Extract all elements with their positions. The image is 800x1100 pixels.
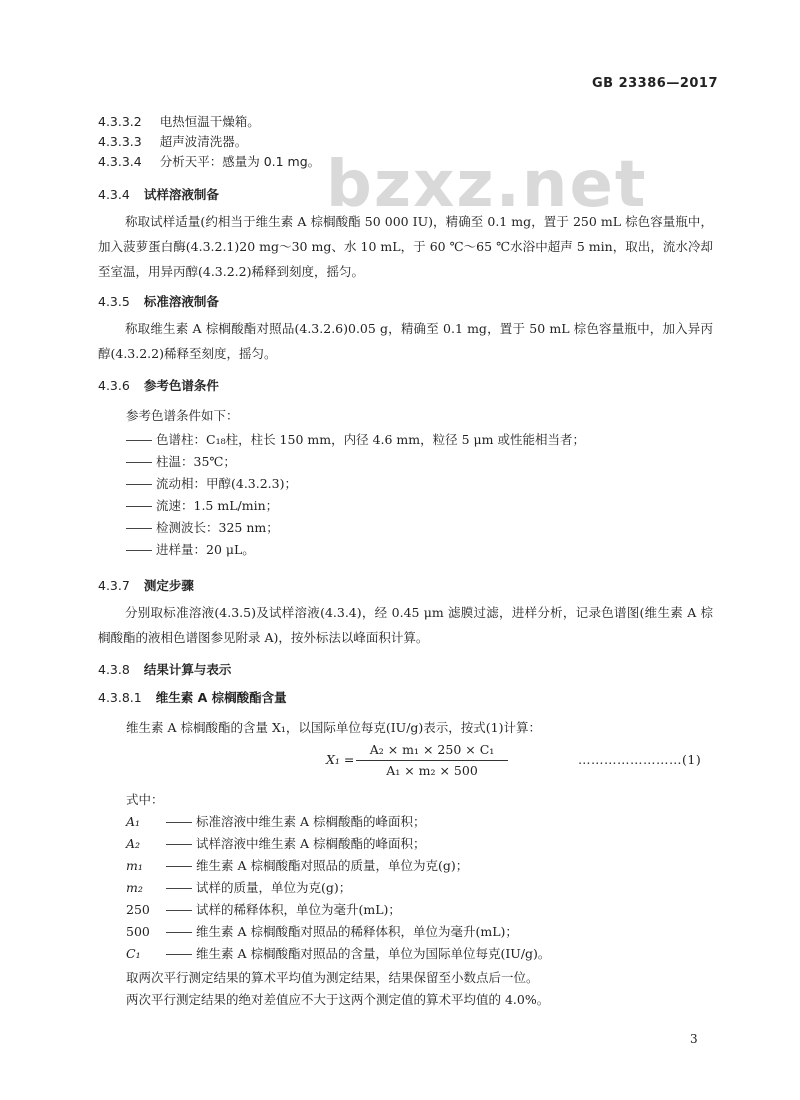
dash-mark	[166, 888, 192, 889]
conditions-intro: 参考色谱条件如下：	[126, 408, 239, 423]
section-heading-4-3-7	[98, 576, 194, 594]
legend-description: 标准溶液中维生素 A 棕榈酸酯的峰面积；	[196, 814, 426, 829]
standard-number: GB 23386—2017	[591, 76, 718, 91]
watermark: bzxz.net	[326, 148, 648, 222]
legend-description: 试样的稀释体积，单位为毫升(mL)；	[196, 902, 401, 917]
closing-line-repeatability: 两次平行测定结果的绝对差值应不大于这两个测定值的算术平均值的 4.0%。	[126, 992, 550, 1007]
item-number: 4.3.3.2	[98, 114, 142, 129]
section-number: 4.3.4	[98, 187, 130, 202]
item-text: 电热恒温干燥箱。	[159, 114, 260, 129]
dash-mark	[166, 822, 192, 823]
item-4-3-3-2	[98, 112, 260, 130]
condition-injection-volume: 进样量：20 μL。	[126, 540, 255, 558]
section-number: 4.3.5	[98, 294, 130, 309]
legend-row	[126, 856, 468, 874]
legend-row	[126, 944, 550, 962]
dash-mark	[166, 954, 192, 955]
legend-row	[126, 878, 351, 896]
legend-description: 维生素 A 棕榈酸酯对照品的质量，单位为克(g)；	[196, 858, 469, 873]
dash-mark	[126, 528, 152, 529]
section-body-4-3-4: 称取试样适量(约相当于维生素 A 棕榈酸酯 50 000 IU)，精确至 0.1 mg，置于 250 mL 棕色容量瓶中，加入菠萝蛋白酶(4.3.2.1)20 mg～30 mg、水 10 mL，于 60 ℃～65 ℃水浴中超声 5 min，取出，流水冷却至室温，用异丙醇(4.3.2.2)稀释到刻度，摇匀。	[98, 214, 713, 279]
dash-mark	[166, 932, 192, 933]
legend-row	[126, 922, 518, 940]
dash-mark	[166, 910, 192, 911]
legend-description: 试样的质量，单位为克(g)；	[196, 880, 352, 895]
condition-temperature: 柱温：35℃；	[126, 452, 236, 470]
formula-intro: 维生素 A 棕榈酸酯的含量 X₁，以国际单位每克(IU/g)表示，按式(1)计算：	[126, 720, 542, 735]
legend-symbol: m₁	[126, 858, 143, 873]
section-number: 4.3.8	[98, 662, 130, 677]
legend-row	[126, 812, 425, 830]
dash-mark	[126, 506, 152, 507]
item-4-3-3-3	[98, 132, 247, 150]
section-heading-4-3-5	[98, 292, 219, 310]
legend-row	[126, 900, 401, 918]
condition-mobile-phase: 流动相：甲醇(4.3.2.3)；	[126, 474, 297, 492]
closing-line-average: 取两次平行测定结果的算术平均值为测定结果，结果保留至小数点后一位。	[126, 970, 539, 985]
section-title: 参考色谱条件	[143, 378, 219, 393]
dash-mark	[166, 866, 192, 867]
legend-symbol: A₁	[126, 814, 141, 829]
dash-mark	[166, 844, 192, 845]
dash-mark	[126, 440, 152, 441]
legend-symbol: m₂	[126, 880, 143, 895]
legend-symbol: C₁	[126, 946, 141, 961]
legend-symbol: 500	[126, 924, 150, 939]
section-number: 4.3.7	[98, 578, 130, 593]
legend-description: 试样溶液中维生素 A 棕榈酸酯的峰面积；	[196, 836, 426, 851]
section-title: 结果计算与表示	[143, 662, 232, 677]
formula-numerator: A₂ × m₁ × 250 × C₁	[356, 740, 508, 761]
section-number: 4.3.8.1	[98, 690, 142, 705]
legend-where: 式中：	[126, 792, 164, 807]
legend-description: 维生素 A 棕榈酸酯对照品的稀释体积，单位为毫升(mL)；	[196, 924, 518, 939]
dash-mark	[126, 462, 152, 463]
section-title: 维生素 A 棕榈酸酯含量	[155, 690, 287, 705]
item-4-3-3-4	[98, 152, 320, 170]
legend-row	[126, 834, 425, 852]
formula-lhs: X₁ =	[326, 752, 355, 767]
legend-symbol: A₂	[126, 836, 141, 851]
equation-number: ……………………(1)	[578, 752, 702, 767]
dash-mark	[126, 550, 152, 551]
legend-symbol: 250	[126, 902, 150, 917]
section-heading-4-3-8-1	[98, 688, 287, 706]
item-number: 4.3.3.4	[98, 154, 142, 169]
section-title: 标准溶液制备	[143, 294, 219, 309]
legend-description: 维生素 A 棕榈酸酯对照品的含量，单位为国际单位每克(IU/g)。	[196, 946, 551, 961]
condition-wavelength: 检测波长：325 nm；	[126, 518, 279, 536]
condition-flow-rate: 流速：1.5 mL/min；	[126, 496, 278, 514]
item-text: 超声波清洗器。	[159, 134, 248, 149]
section-number: 4.3.6	[98, 378, 130, 393]
section-body-4-3-7: 分别取标准溶液(4.3.5)及试样溶液(4.3.4)，经 0.45 μm 滤膜过滤，进样分析，记录色谱图(维生素 A 棕榈酸酯的液相色谱图参见附录 A)，按外标法以峰面积计算。	[98, 605, 713, 645]
formula-fraction	[356, 740, 508, 781]
section-title: 测定步骤	[143, 578, 194, 593]
section-heading-4-3-8	[98, 660, 231, 678]
section-heading-4-3-4	[98, 185, 219, 203]
condition-column: 色谱柱：C₁₈柱，柱长 150 mm，内径 4.6 mm，粒径 5 μm 或性能相当者；	[126, 430, 585, 448]
section-heading-4-3-6	[98, 376, 219, 394]
section-title: 试样溶液制备	[143, 187, 219, 202]
dash-mark	[126, 484, 152, 485]
section-body-4-3-5: 称取维生素 A 棕榈酸酯对照品(4.3.2.6)0.05 g，精确至 0.1 mg，置于 50 mL 棕色容量瓶中，加入异丙醇(4.3.2.2)稀释至刻度，摇匀。	[98, 321, 713, 361]
item-text: 分析天平：感量为 0.1 mg。	[159, 154, 321, 169]
formula-denominator: A₁ × m₂ × 500	[386, 763, 478, 778]
item-number: 4.3.3.3	[98, 134, 142, 149]
page-number: 3	[690, 1032, 698, 1046]
